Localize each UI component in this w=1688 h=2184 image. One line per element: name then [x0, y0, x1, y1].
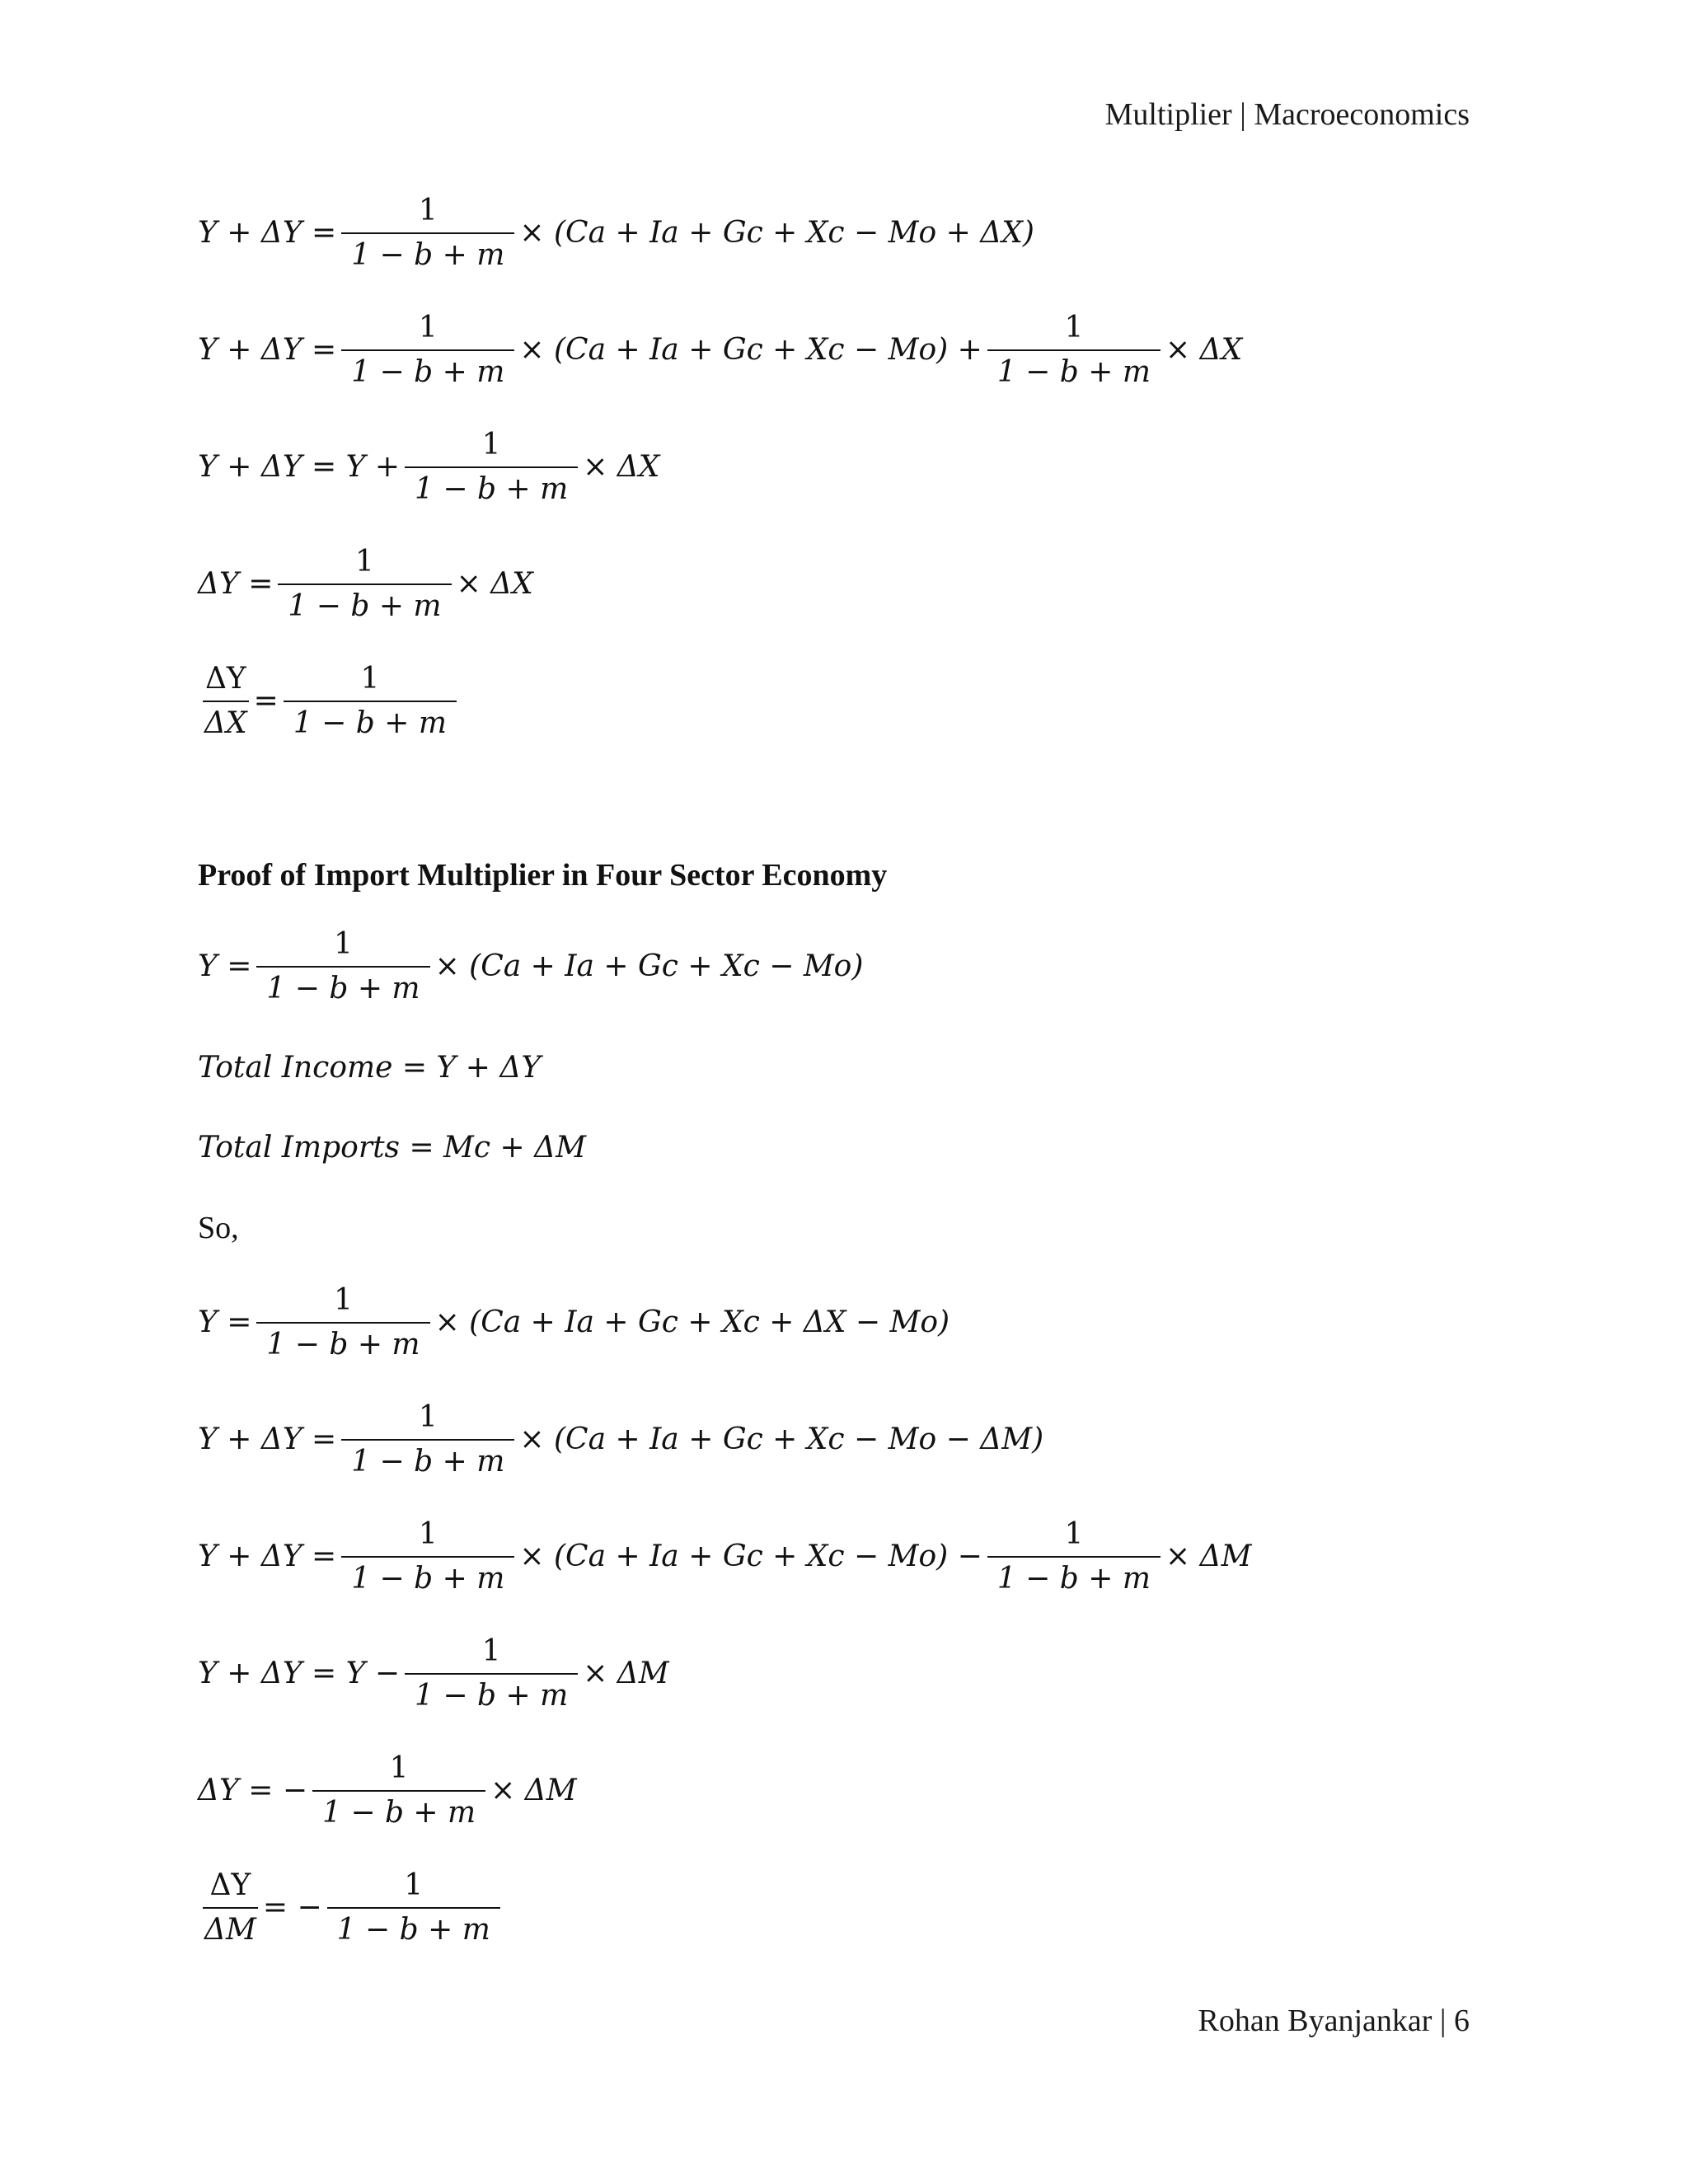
- equation-rhs: × ΔX: [456, 567, 533, 601]
- equation-lhs: ΔY =: [198, 567, 274, 601]
- fraction: [327, 1868, 500, 1947]
- equation-s1-2: [198, 313, 1242, 387]
- equation-s2-2: [198, 1283, 950, 1361]
- equation-lhs: Y + ΔY =: [198, 1422, 337, 1456]
- equation-rhs: × ΔX: [583, 450, 660, 484]
- fraction: [284, 664, 457, 738]
- fraction: [405, 430, 578, 504]
- fraction: [405, 1634, 578, 1713]
- fraction-denominator: 1 − b + m: [351, 355, 505, 389]
- equation-s2-4: [198, 1517, 1252, 1596]
- fraction-numerator: 1: [1064, 311, 1084, 344]
- fraction-denominator: 1 − b + m: [266, 1328, 420, 1361]
- fraction: [987, 313, 1160, 387]
- fraction-denominator: 1 − b + m: [321, 1796, 476, 1830]
- equation-rhs: × (Ca + Ia + Gc + Xc + ΔX − Mo): [434, 1305, 950, 1339]
- fraction-numerator: 1: [418, 1517, 438, 1551]
- fraction-numerator: 1: [360, 662, 380, 696]
- fraction: [987, 1517, 1160, 1596]
- equation-s1-4: [198, 547, 533, 621]
- equation-rhs: × (Ca + Ia + Gc + Xc − Mo + ΔX): [519, 216, 1034, 250]
- fraction-denominator: 1 − b + m: [288, 589, 442, 623]
- equation-lhs: Y + ΔY =: [198, 333, 337, 367]
- fraction-denominator: 1 − b + m: [266, 972, 420, 1005]
- fraction-denominator: 1 − b + m: [351, 1562, 505, 1596]
- equation-rhs: × ΔM: [1165, 1540, 1252, 1573]
- section-heading: Proof of Import Multiplier in Four Sector Economy: [198, 858, 888, 893]
- fraction-lhs: [203, 664, 249, 738]
- fraction-numerator: 1: [389, 1751, 409, 1785]
- fraction-denominator: 1 − b + m: [351, 1445, 505, 1479]
- fraction-numerator: 1: [404, 1868, 424, 1902]
- fraction-denominator: 1 − b + m: [415, 472, 569, 506]
- equation-lhs: Y + ΔY = Y −: [198, 1657, 401, 1690]
- equation-lhs: Y =: [198, 949, 252, 983]
- equation-s1-5: [198, 664, 462, 738]
- equation-rhs: × ΔM: [583, 1657, 669, 1690]
- fraction: [312, 1751, 485, 1830]
- fraction: [256, 927, 429, 1005]
- fraction-numerator: 1: [334, 927, 353, 961]
- fraction-denominator: 1 − b + m: [351, 238, 505, 272]
- equation-s2-6: [198, 1751, 577, 1830]
- fraction: [341, 313, 514, 387]
- equals-minus-sign: = −: [262, 1891, 322, 1924]
- fraction-numerator: 1: [418, 194, 438, 227]
- equation-mid: × (Ca + Ia + Gc + Xc − Mo) −: [519, 1540, 982, 1573]
- equation-s1-3: [198, 430, 659, 504]
- fraction: [341, 1400, 514, 1479]
- equation-lhs: Y + ΔY =: [198, 216, 337, 250]
- equation-lhs: Y + ΔY =: [198, 1540, 337, 1573]
- fraction-denominator: 1 − b + m: [996, 1562, 1151, 1596]
- total-imports-line: Total Imports = Mc + ΔM: [198, 1131, 586, 1165]
- equation-lhs: Y =: [198, 1305, 252, 1339]
- fraction-numerator: 1: [355, 545, 374, 579]
- total-income-line: Total Income = Y + ΔY: [198, 1051, 542, 1085]
- equation-s2-7: [198, 1868, 505, 1947]
- equation-s2-3: [198, 1400, 1044, 1479]
- so-text: So,: [198, 1211, 239, 1245]
- fraction-denominator: 1 − b + m: [996, 355, 1151, 389]
- equation-lhs: ΔY = −: [198, 1774, 307, 1807]
- fraction-denominator: 1 − b + m: [336, 1913, 490, 1947]
- fraction-denominator: 1 − b + m: [415, 1679, 569, 1713]
- fraction-numerator: ΔY: [204, 662, 246, 696]
- fraction-numerator: 1: [334, 1283, 353, 1317]
- fraction-numerator: 1: [418, 1400, 438, 1434]
- fraction-numerator: 1: [1064, 1517, 1084, 1551]
- fraction-numerator: 1: [481, 1634, 501, 1668]
- fraction: [256, 1283, 429, 1361]
- fraction-denominator: 1 − b + m: [293, 706, 447, 740]
- fraction-numerator: ΔY: [209, 1868, 251, 1902]
- equation-rhs: × (Ca + Ia + Gc + Xc − Mo − ΔM): [519, 1422, 1044, 1456]
- equals-sign: =: [253, 684, 279, 718]
- page-header: Multiplier | Macroeconomics: [1104, 97, 1470, 132]
- fraction: [341, 196, 514, 270]
- equation-rhs: × ΔM: [490, 1774, 577, 1807]
- fraction-denominator: ΔM: [204, 1913, 256, 1947]
- equation-s2-1: [198, 927, 864, 1005]
- equation-s1-1: [198, 196, 1034, 270]
- fraction: [341, 1517, 514, 1596]
- equation-lhs: Y + ΔY = Y +: [198, 450, 401, 484]
- equation-mid: × (Ca + Ia + Gc + Xc − Mo) +: [519, 333, 982, 367]
- fraction-lhs: [203, 1868, 258, 1947]
- fraction: [278, 547, 451, 621]
- page-footer: Rohan Byanjankar | 6: [1198, 2004, 1470, 2038]
- equation-rhs: × ΔX: [1165, 333, 1243, 367]
- equation-s2-5: [198, 1634, 669, 1713]
- fraction-denominator: ΔX: [204, 706, 247, 740]
- equation-rhs: × (Ca + Ia + Gc + Xc − Mo): [434, 949, 864, 983]
- fraction-numerator: 1: [418, 311, 438, 344]
- fraction-numerator: 1: [481, 428, 501, 462]
